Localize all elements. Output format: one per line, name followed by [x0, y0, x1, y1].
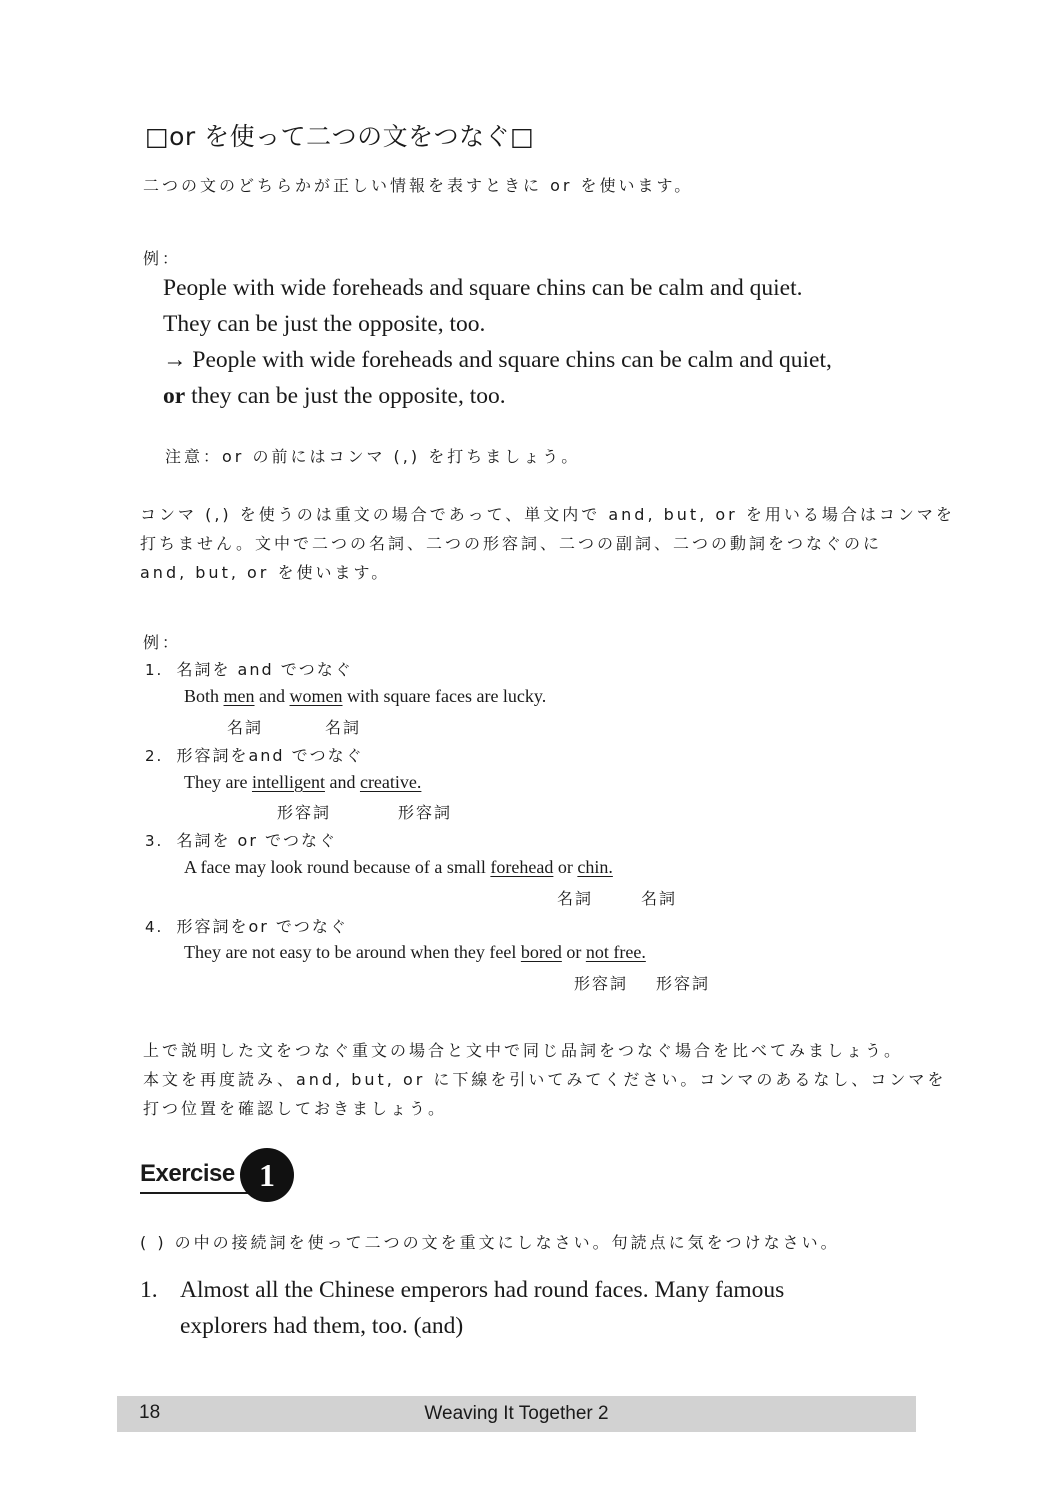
compare-paragraph-line: 上で説明した文をつなぐ重文の場合と文中で同じ品詞をつなぐ場合を比べてみましょう。: [143, 1041, 904, 1060]
underlined-word: creative.: [359, 772, 422, 792]
underlined-word: not free.: [585, 942, 646, 962]
sentence-part: They are not easy to be around when they feel: [184, 942, 521, 962]
list-item-heading: [145, 743, 364, 766]
sentence-part: They are: [184, 772, 252, 792]
comma-paragraph-line: and, but, or を使います。: [140, 563, 391, 582]
item-number: 2.: [145, 747, 164, 765]
example-line-2: They can be just the opposite, too.: [163, 311, 486, 337]
comma-paragraph-line: コンマ (,) を使うのは重文の場合であって、単文内で and, but, or を用いる場合はコンマを: [140, 505, 955, 524]
footer-bar: [117, 1396, 916, 1432]
page-number: 18: [139, 1402, 161, 1423]
intro-text: 二つの文のどちらかが正しい情報を表すときに or を使います。: [143, 176, 694, 195]
underlined-word: bored: [520, 942, 562, 962]
sentence-part: Both: [184, 686, 224, 706]
question-text: [180, 1272, 920, 1344]
underlined-word: men: [223, 686, 255, 706]
example-line-4: [163, 378, 923, 414]
example2-label: 例：: [143, 633, 182, 652]
list-item-sentence: [184, 942, 646, 963]
list-item-heading: [145, 828, 337, 851]
note-text: 注意：or の前にはコンマ (,) を打ちましょう。: [165, 447, 581, 466]
underlined-word: chin.: [577, 857, 613, 877]
list-item-sentence: [184, 857, 613, 878]
compare-paragraph: [143, 1036, 946, 1123]
pos-label: 形容詞: [656, 974, 711, 993]
question-number: 1.: [140, 1277, 158, 1303]
exercise-underline: [140, 1192, 250, 1194]
item-number: 1.: [145, 661, 164, 679]
sentence-part: A face may look round because of a small: [184, 857, 491, 877]
book-title: Weaving It Together 2: [424, 1403, 609, 1424]
pos-label: 形容詞: [398, 803, 453, 822]
sentence-part: and: [324, 772, 360, 792]
pos-label: 形容詞: [574, 974, 629, 993]
comma-paragraph-line: 打ちません。文中で二つの名詞、二つの形容詞、二つの副詞、二つの動詞をつなぐのに: [140, 534, 882, 553]
exercise-instruction: ( ) の中の接続詞を使って二つの文を重文にしなさい。句読点に気をつけなさい。: [140, 1233, 840, 1252]
sentence-part: with square faces are lucky.: [342, 686, 547, 706]
item-number: 4.: [145, 918, 164, 936]
example-line-1: People with wide foreheads and square chins can be calm and quiet.: [163, 275, 803, 301]
item-number: 3.: [145, 832, 164, 850]
compare-paragraph-line: 本文を再度読み、and, but, or に下線を引いてみてください。コンマのあるなし、コンマを: [143, 1070, 947, 1089]
underlined-word: women: [289, 686, 343, 706]
item-heading: 形容詞をand でつなぐ: [176, 746, 364, 765]
list-item-sentence: [184, 772, 421, 793]
pos-label: 形容詞: [277, 803, 332, 822]
sentence-part: and: [254, 686, 290, 706]
list-item-heading: [145, 657, 353, 680]
item-heading: 名詞を or でつなぐ: [176, 831, 337, 850]
example-sentences: [163, 270, 923, 414]
pos-label: 名詞: [325, 718, 362, 737]
pos-label: 名詞: [641, 889, 678, 908]
question-line: Almost all the Chinese emperors had round faces. Many famous: [180, 1277, 785, 1303]
item-heading: 名詞を and でつなぐ: [176, 660, 353, 679]
underlined-word: forehead: [490, 857, 554, 877]
question-line: explorers had them, too. (and): [180, 1313, 464, 1339]
example-line-3: → People with wide foreheads and square chins can be calm and quiet,: [163, 347, 832, 373]
list-item-heading: [145, 914, 348, 937]
item-heading: 形容詞をor でつなぐ: [176, 917, 348, 936]
sentence-part: or: [553, 857, 578, 877]
exercise-word: Exercise: [140, 1160, 235, 1187]
list-item-sentence: [184, 686, 546, 707]
exercise-number-badge: 1: [240, 1148, 294, 1202]
pos-label: 名詞: [227, 718, 264, 737]
compare-paragraph-line: 打つ位置を確認しておきましょう。: [143, 1099, 448, 1118]
example-label: 例：: [143, 249, 182, 268]
section-title: □or を使って二つの文をつなぐ□: [145, 122, 535, 151]
pos-label: 名詞: [557, 889, 594, 908]
comma-paragraph: [140, 500, 955, 587]
sentence-part: or: [561, 942, 586, 962]
underlined-word: intelligent: [251, 772, 325, 792]
or-bold: or: [163, 383, 186, 409]
example-line-4-rest: they can be just the opposite, too.: [185, 383, 506, 409]
